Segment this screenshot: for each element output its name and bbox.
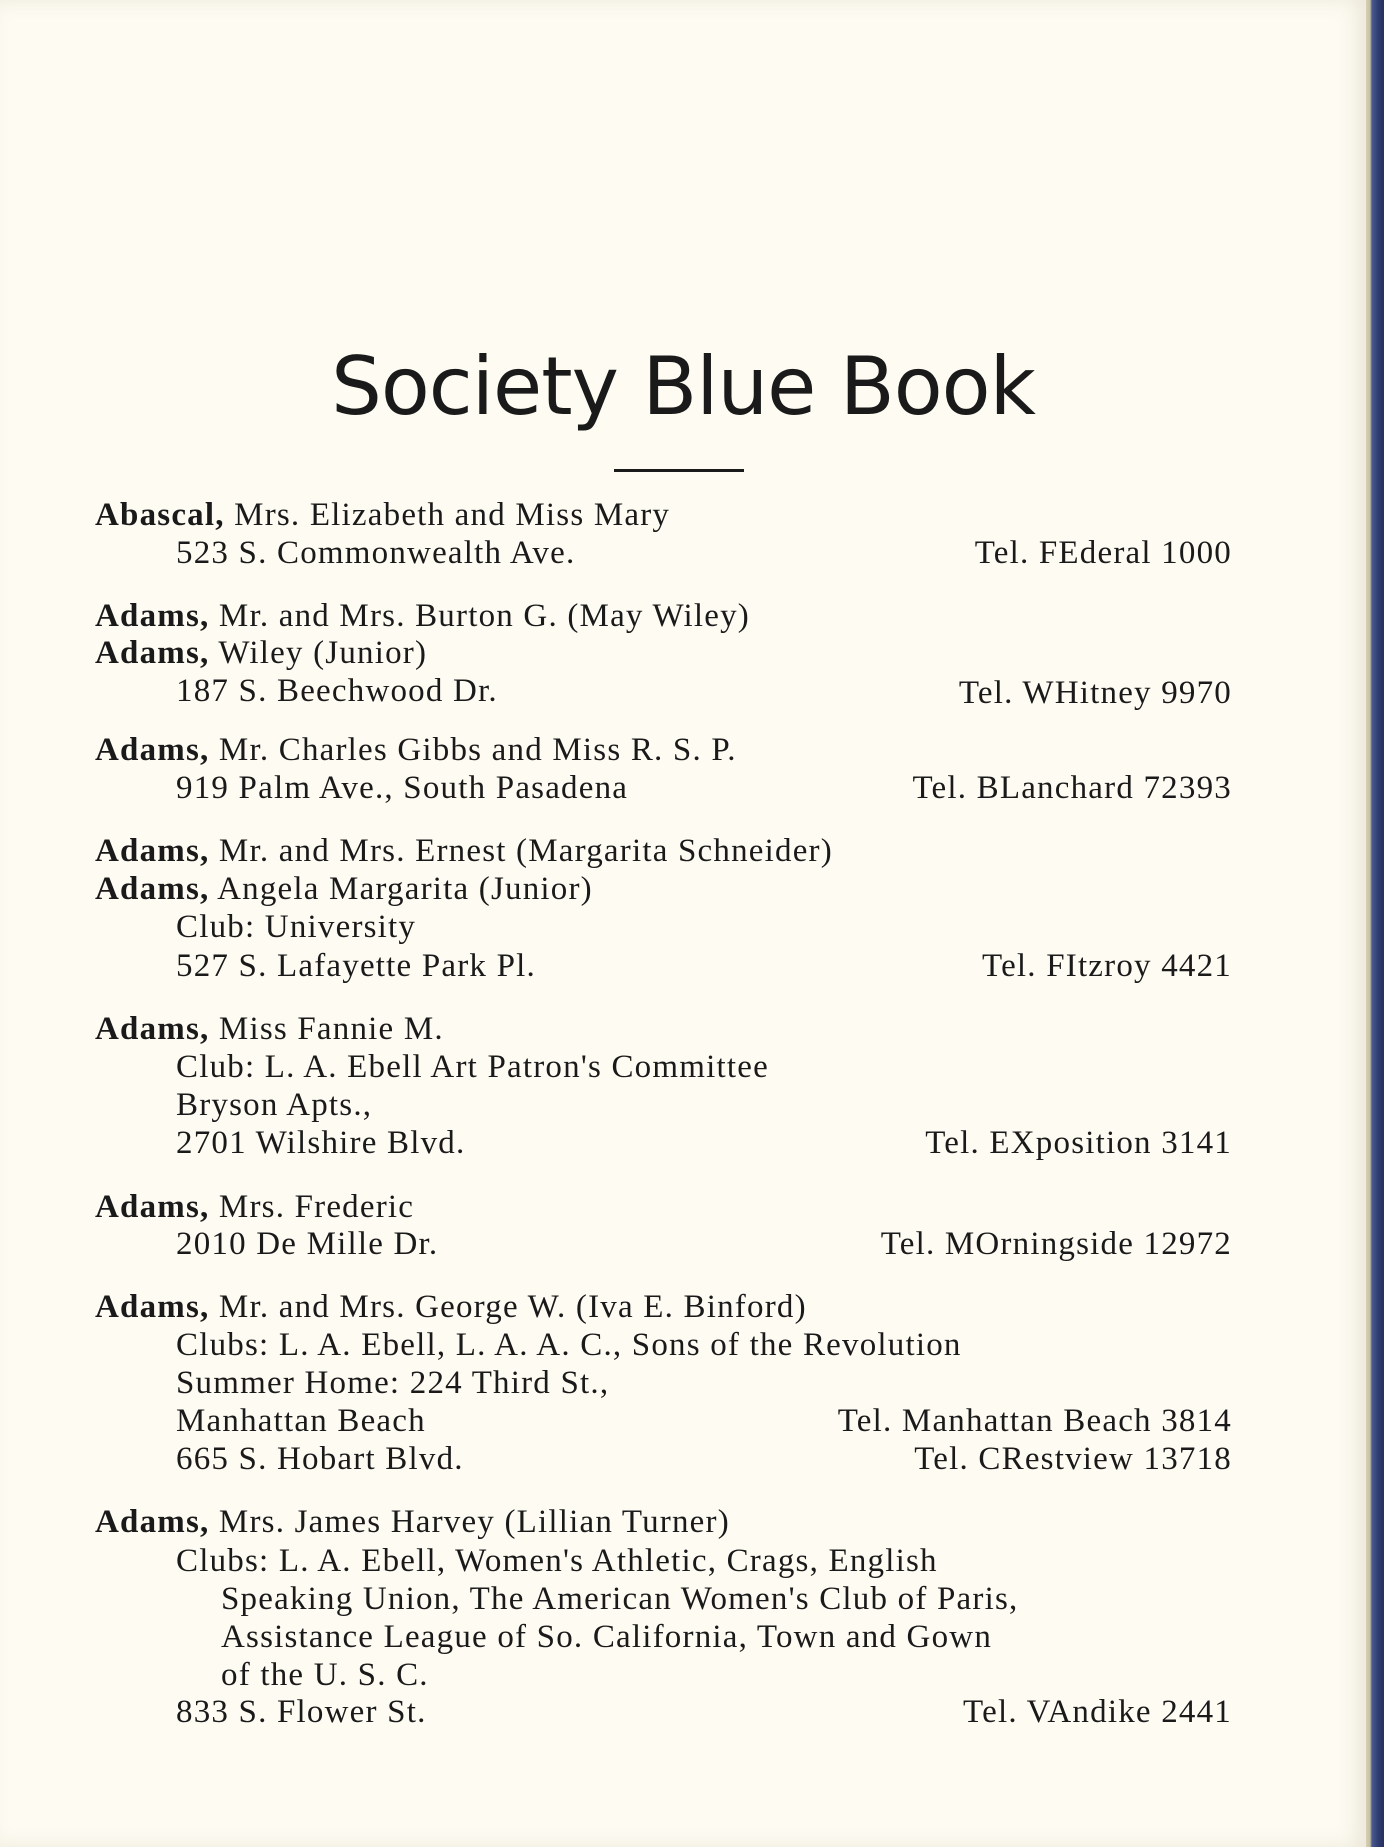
entry-summer-home: Summer Home: 224 Third St.,: [176, 1365, 610, 1401]
entry-heading: [95, 597, 750, 635]
entry-telephone: Tel. EXposition 3141: [925, 1125, 1232, 1161]
entry-heading: [95, 496, 670, 534]
given-names: Mr. and Mrs. Burton G. (May Wiley): [209, 598, 750, 634]
entry-telephone: Tel. WHitney 9970: [958, 675, 1232, 711]
entry-address: 527 S. Lafayette Park Pl.: [176, 948, 536, 984]
surname: Adams,: [95, 833, 210, 869]
title-rule: [614, 469, 744, 472]
entry-heading: [95, 1010, 444, 1048]
given-names: Mrs. Frederic: [209, 1189, 415, 1225]
entry-summer-telephone: Tel. Manhattan Beach 3814: [837, 1403, 1232, 1439]
entry-address: 2010 De Mille Dr.: [176, 1226, 439, 1262]
given-names: Mr. and Mrs. Ernest (Margarita Schneider): [209, 833, 833, 869]
entry-address: 665 S. Hobart Blvd.: [176, 1441, 464, 1477]
given-names: Mrs. James Harvey (Lillian Turner): [209, 1504, 730, 1540]
entry-telephone: Tel. VAndike 2441: [963, 1694, 1232, 1730]
given-names: Mrs. Elizabeth and Miss Mary: [224, 497, 671, 533]
surname: Adams,: [95, 1189, 210, 1225]
given-names: Mr. Charles Gibbs and Miss R. S. P.: [209, 732, 737, 768]
given-names: Wiley (Junior): [209, 635, 428, 671]
surname: Adams,: [95, 1289, 210, 1325]
surname: Abascal,: [95, 497, 225, 533]
surname: Adams,: [95, 635, 210, 671]
given-names: Mr. and Mrs. George W. (Iva E. Binford): [209, 1289, 807, 1325]
entry-heading: [95, 634, 427, 672]
entry-address: 833 S. Flower St.: [176, 1694, 427, 1730]
entry-club: Clubs: L. A. Ebell, L. A. A. C., Sons of the Revolution: [176, 1327, 962, 1363]
given-names: Angela Margarita (Junior): [209, 871, 593, 907]
entry-heading: [95, 731, 737, 769]
entry-telephone: Tel. FItzroy 4421: [982, 948, 1232, 984]
entry-heading: [95, 1288, 807, 1326]
entry-heading: [95, 1503, 730, 1541]
entry-address: 2701 Wilshire Blvd.: [176, 1125, 466, 1161]
surname: Adams,: [95, 871, 210, 907]
entry-summer-address: Manhattan Beach: [176, 1403, 426, 1439]
entry-club-continued: Assistance League of So. California, Town and Gown: [221, 1619, 993, 1655]
entry-telephone: Tel. MOrningside 12972: [880, 1226, 1232, 1262]
page-title: Society Blue Book: [331, 340, 1035, 433]
book-cover-edge: [1366, 0, 1384, 1847]
entry-club: Club: University: [176, 909, 417, 945]
entry-club: Clubs: L. A. Ebell, Women's Athletic, Crags, English: [176, 1543, 938, 1579]
entry-heading: [95, 832, 833, 870]
entry-heading: [95, 1188, 414, 1226]
entry-club-continued: of the U. S. C.: [221, 1657, 429, 1693]
entry-heading: [95, 870, 593, 908]
entry-club: Club: L. A. Ebell Art Patron's Committee: [176, 1049, 769, 1085]
entry-address: 523 S. Commonwealth Ave.: [176, 535, 576, 571]
entry-telephone: Tel. BLanchard 72393: [912, 770, 1232, 806]
entry-address: 187 S. Beechwood Dr.: [176, 673, 498, 709]
entry-telephone: Tel. CRestview 13718: [914, 1441, 1232, 1477]
entry-address: 919 Palm Ave., South Pasadena: [176, 770, 629, 806]
entry-club-continued: Speaking Union, The American Women's Club of Paris,: [221, 1581, 1019, 1617]
surname: Adams,: [95, 732, 210, 768]
surname: Adams,: [95, 598, 210, 634]
surname: Adams,: [95, 1504, 210, 1540]
surname: Adams,: [95, 1011, 210, 1047]
entry-telephone: Tel. FEderal 1000: [974, 535, 1232, 571]
given-names: Miss Fannie M.: [209, 1011, 444, 1047]
entry-address-line: Bryson Apts.,: [176, 1087, 373, 1123]
